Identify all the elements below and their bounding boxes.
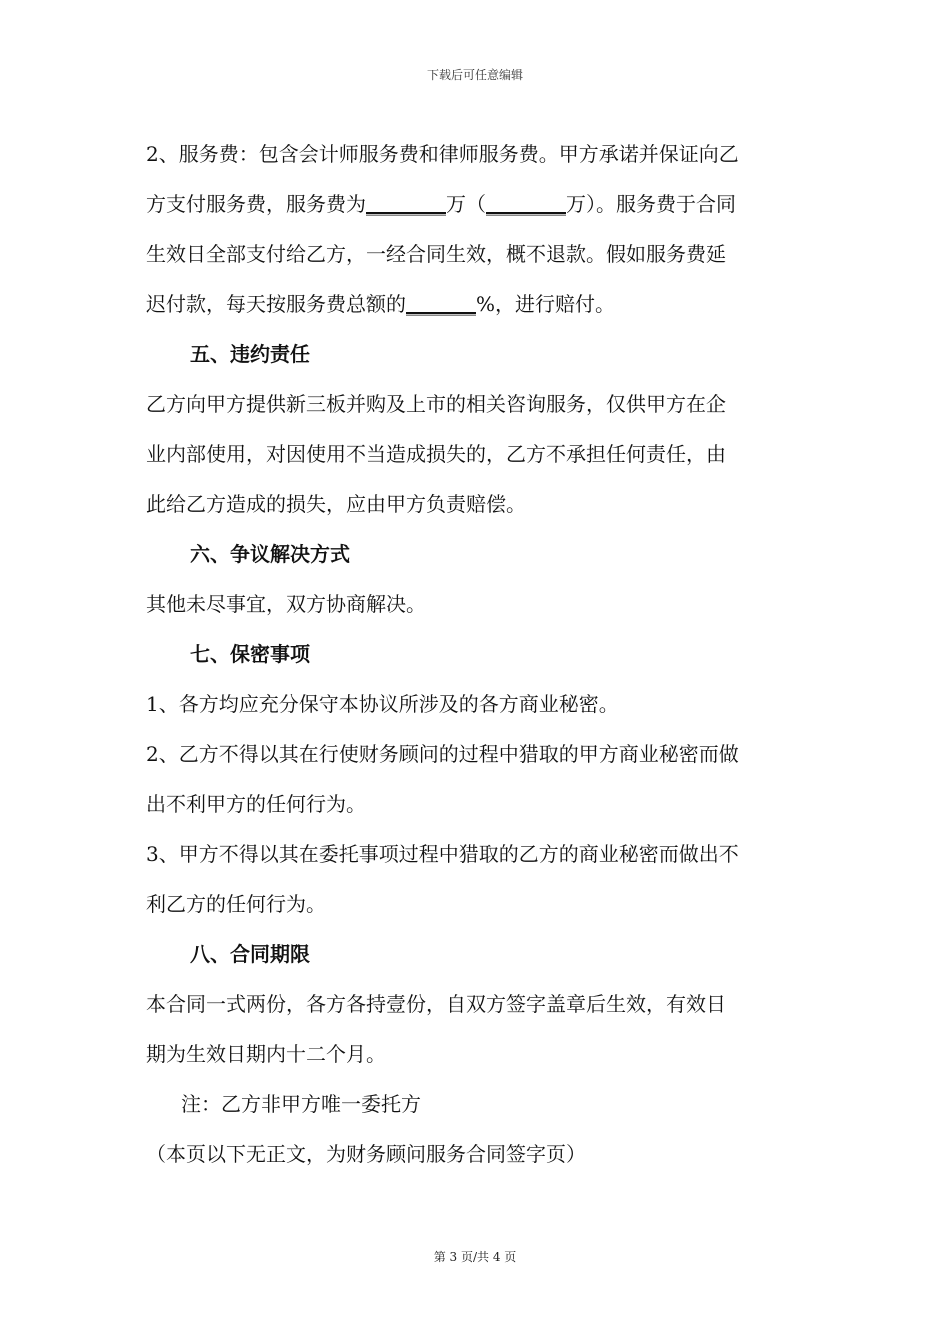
service-fee-text-b: 万（ bbox=[446, 192, 486, 216]
dispute-line-1: 其他未尽事宜，双方协商解决。 bbox=[146, 592, 426, 616]
service-fee-text-c: 万）。服务费于合同 bbox=[566, 192, 736, 216]
penalty-text-b: %，进行赔付。 bbox=[476, 292, 616, 316]
service-fee-amount-upper-blank: ________ bbox=[486, 192, 566, 216]
section-heading-dispute: 六、争议解决方式 bbox=[190, 542, 350, 566]
term-line-1: 本合同一式两份，各方各持壹份，自双方签字盖章后生效，有效日 bbox=[146, 992, 726, 1016]
service-fee-line-1: 2、服务费：包含会计师服务费和律师服务费。甲方承诺并保证向乙 bbox=[146, 142, 739, 166]
service-fee-line-3: 生效日全部支付给乙方，一经合同生效，概不退款。假如服务费延 bbox=[146, 242, 726, 266]
confidentiality-item-3-line-1: 3、甲方不得以其在委托事项过程中猎取的乙方的商业秘密而做出不 bbox=[146, 842, 739, 866]
confidentiality-item-2-line-2: 出不利甲方的任何行为。 bbox=[146, 792, 366, 816]
page-footer: 第 3 页/共 4 页 bbox=[433, 1250, 517, 1264]
service-fee-text-a: 方支付服务费，服务费为 bbox=[146, 192, 366, 216]
breach-line-1: 乙方向甲方提供新三板并购及上市的相关咨询服务，仅供甲方在企 bbox=[146, 392, 726, 416]
service-fee-line-4 bbox=[146, 280, 811, 330]
penalty-rate-blank: _______ bbox=[406, 292, 476, 316]
penalty-text-a: 迟付款，每天按服务费总额的 bbox=[146, 292, 406, 316]
confidentiality-item-2-line-1: 2、乙方不得以其在行使财务顾问的过程中猎取的甲方商业秘密而做 bbox=[146, 742, 739, 766]
section-heading-confidentiality: 七、保密事项 bbox=[190, 642, 310, 666]
confidentiality-item-3-line-2: 利乙方的任何行为。 bbox=[146, 892, 326, 916]
breach-line-3: 此给乙方造成的损失，应由甲方负责赔偿。 bbox=[146, 492, 526, 516]
section-heading-term: 八、合同期限 bbox=[190, 942, 310, 966]
service-fee-amount-blank: ________ bbox=[366, 192, 446, 216]
service-fee-line-2 bbox=[146, 180, 811, 230]
note-line: 注：乙方非甲方唯一委托方 bbox=[181, 1092, 421, 1116]
closing-line: （本页以下无正文，为财务顾问服务合同签字页） bbox=[146, 1142, 586, 1166]
confidentiality-item-1: 1、各方均应充分保守本协议所涉及的各方商业秘密。 bbox=[146, 692, 619, 716]
term-line-2: 期为生效日期内十二个月。 bbox=[146, 1042, 386, 1066]
page-header: 下载后可任意编辑 bbox=[426, 68, 523, 82]
document-body bbox=[146, 130, 811, 1180]
section-heading-breach: 五、违约责任 bbox=[190, 342, 310, 366]
breach-line-2: 业内部使用，对因使用不当造成损失的，乙方不承担任何责任，由 bbox=[146, 442, 726, 466]
